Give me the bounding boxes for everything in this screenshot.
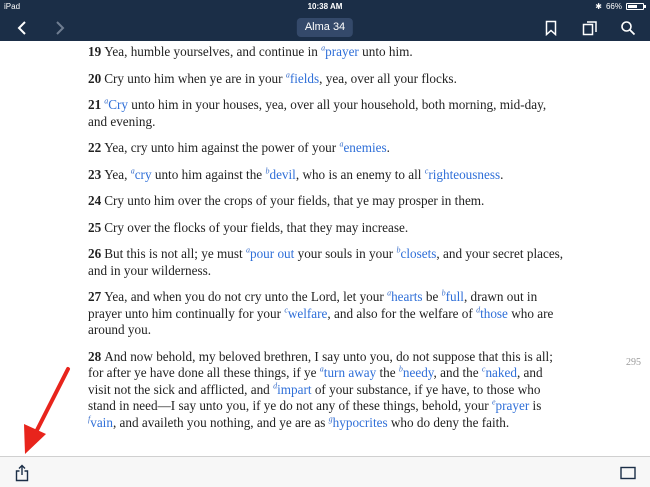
verse-text: , and visit not the sick and afflicted, and bbox=[88, 365, 543, 397]
footnote-link[interactable]: naked bbox=[485, 365, 517, 380]
verse-22[interactable] bbox=[88, 140, 568, 157]
verse-text: . bbox=[386, 140, 390, 155]
verse-text: unto him against the bbox=[151, 166, 266, 182]
footnote-marker[interactable]: a bbox=[387, 288, 392, 298]
bookmark-button[interactable] bbox=[540, 14, 562, 41]
back-button[interactable] bbox=[10, 14, 34, 41]
verse-text: Yea, cry unto him against the power of your bbox=[104, 140, 340, 155]
verse-number: 23 bbox=[88, 166, 102, 182]
forward-button[interactable] bbox=[48, 14, 72, 41]
verse-26[interactable] bbox=[88, 246, 568, 279]
verse-27[interactable] bbox=[88, 289, 568, 339]
verse-23[interactable] bbox=[88, 167, 568, 184]
device-label: iPad bbox=[4, 2, 21, 11]
footnote-marker[interactable]: e bbox=[491, 397, 496, 407]
chevron-right-icon bbox=[54, 20, 66, 36]
verse-25[interactable] bbox=[88, 220, 568, 237]
search-button[interactable] bbox=[616, 14, 640, 41]
footnote-marker[interactable]: b bbox=[398, 364, 403, 374]
battery-percent: 66% bbox=[605, 2, 622, 11]
footnote-marker[interactable]: a bbox=[104, 96, 109, 106]
verse-text: . bbox=[500, 166, 504, 182]
footnote-marker[interactable]: g bbox=[328, 414, 333, 424]
status-right bbox=[595, 2, 644, 11]
verse-text: Yea, bbox=[104, 166, 131, 182]
verse-text: the bbox=[376, 365, 399, 380]
footnote-marker[interactable]: a bbox=[321, 43, 326, 53]
footnote-marker[interactable]: b bbox=[441, 288, 446, 298]
footnote-link[interactable]: pour out bbox=[249, 246, 295, 261]
verse-text: Yea, and when you do not cry unto the Lord, let your bbox=[104, 289, 388, 304]
verse-text: of your substance, if ye have, to those who stand in need—I say unto you, if ye do not any of these things, behold, your bbox=[88, 381, 541, 413]
verse-text: who are around you. bbox=[88, 305, 554, 337]
footnote-marker[interactable]: b bbox=[396, 245, 401, 255]
verse-text: is bbox=[529, 398, 542, 413]
footnote-marker[interactable]: a bbox=[319, 364, 324, 374]
verse-number: 20 bbox=[88, 70, 102, 86]
status-bar bbox=[0, 0, 650, 14]
footnote-marker[interactable]: a bbox=[285, 70, 290, 80]
verse-text: Yea, humble yourselves, and continue in bbox=[104, 44, 322, 59]
footnote-marker[interactable]: d bbox=[476, 305, 481, 315]
bookmark-icon bbox=[545, 20, 557, 36]
verse-number: 21 bbox=[88, 97, 102, 112]
chapter-title-button[interactable]: Alma 34 bbox=[297, 18, 353, 37]
verse-number: 26 bbox=[88, 246, 102, 261]
footnote-link[interactable]: turn away bbox=[323, 365, 377, 380]
verse-text: be bbox=[422, 289, 442, 304]
verse-text: , who is an enemy to all bbox=[295, 166, 425, 182]
navigation-bar bbox=[0, 14, 650, 41]
battery-icon bbox=[626, 3, 644, 10]
footnote-link[interactable]: righteousness bbox=[428, 166, 501, 182]
verse-text: Cry unto him when ye are in your bbox=[104, 70, 286, 86]
share-button[interactable] bbox=[10, 457, 34, 487]
copy-icon bbox=[582, 20, 598, 36]
footnote-link[interactable]: cry bbox=[134, 166, 152, 182]
annotation-arrow-icon bbox=[22, 366, 74, 456]
verse-number: 25 bbox=[88, 219, 102, 235]
footnote-marker[interactable]: b bbox=[265, 166, 270, 176]
footnote-link[interactable]: prayer bbox=[325, 44, 359, 59]
verse-number: 24 bbox=[88, 193, 102, 208]
footnote-link[interactable]: prayer bbox=[495, 398, 530, 413]
footnote-link[interactable]: devil bbox=[269, 166, 296, 182]
verse-text: , and your secret places, and in your wilderness. bbox=[88, 246, 564, 278]
verse-number: 19 bbox=[88, 44, 102, 59]
verse-number: 27 bbox=[88, 289, 102, 304]
footnote-link[interactable]: enemies bbox=[343, 140, 387, 155]
chapter-text bbox=[88, 44, 568, 441]
footnote-marker[interactable]: a bbox=[245, 245, 250, 255]
footnote-link[interactable]: full bbox=[445, 289, 464, 304]
verse-text: , drawn out in prayer unto him continually for your bbox=[88, 289, 538, 321]
verse-text: unto him in your houses, yea, over all your household, both morning, mid-day, and evening. bbox=[88, 97, 547, 129]
footnote-link[interactable]: welfare bbox=[287, 305, 328, 321]
battery-fill bbox=[628, 5, 637, 8]
verse-text: Cry unto him over the crops of your fields, that ye may prosper in them. bbox=[104, 193, 485, 208]
footnote-marker[interactable]: f bbox=[88, 414, 91, 424]
verse-text: unto him. bbox=[358, 44, 413, 59]
footnote-link[interactable]: closets bbox=[400, 246, 437, 261]
bluetooth-icon: ✱ bbox=[595, 2, 602, 11]
footnote-marker[interactable]: c bbox=[424, 166, 429, 176]
verse-text: , and availeth you nothing, and ye are as bbox=[112, 414, 329, 430]
page-number: 295 bbox=[626, 357, 641, 368]
footnote-link[interactable]: hypocrites bbox=[332, 414, 388, 430]
footnote-marker[interactable]: d bbox=[273, 381, 278, 391]
bottom-toolbar bbox=[0, 456, 650, 487]
footnote-link[interactable]: those bbox=[480, 305, 508, 321]
verse-text: your souls in your bbox=[294, 246, 397, 261]
verse-text: , and the bbox=[433, 365, 482, 380]
verse-number: 22 bbox=[88, 140, 102, 155]
chevron-left-icon bbox=[16, 20, 28, 36]
footnote-marker[interactable]: a bbox=[339, 139, 344, 149]
footnote-link[interactable]: vain bbox=[90, 414, 113, 430]
footnote-marker[interactable]: c bbox=[284, 305, 288, 315]
verse-text: Cry over the flocks of your fields, that they may increase. bbox=[104, 219, 409, 235]
verse-19[interactable] bbox=[88, 44, 568, 61]
verse-text: , yea, over all your flocks. bbox=[319, 70, 457, 86]
search-icon bbox=[620, 20, 636, 36]
copy-button[interactable] bbox=[578, 14, 602, 41]
share-icon bbox=[15, 464, 29, 482]
verse-text: And now behold, my beloved brethren, I say unto you, do not suppose that this is all; for after ye have done all these things, if ye bbox=[88, 348, 553, 380]
verse-21[interactable] bbox=[88, 97, 568, 130]
footnote-marker[interactable]: c bbox=[481, 364, 486, 374]
verse-28[interactable] bbox=[88, 349, 568, 432]
footnote-link[interactable]: impart bbox=[277, 381, 312, 397]
panel-toggle-button[interactable] bbox=[616, 457, 640, 487]
verse-text: But this is not all; ye must bbox=[104, 246, 246, 261]
footnote-link[interactable]: Cry bbox=[108, 97, 128, 112]
footnote-link[interactable]: fields bbox=[289, 70, 320, 86]
verse-24[interactable] bbox=[88, 193, 568, 210]
sidebar-panel-icon bbox=[620, 466, 636, 480]
footnote-link[interactable]: hearts bbox=[391, 289, 423, 304]
status-time: 10:38 AM bbox=[307, 2, 343, 11]
verse-text: who do deny the faith. bbox=[387, 414, 510, 430]
verse-text: , and also for the welfare of bbox=[327, 305, 477, 321]
verse-number: 28 bbox=[88, 348, 102, 364]
verse-20[interactable] bbox=[88, 71, 568, 88]
footnote-marker[interactable]: a bbox=[130, 166, 135, 176]
footnote-link[interactable]: needy bbox=[402, 365, 434, 380]
